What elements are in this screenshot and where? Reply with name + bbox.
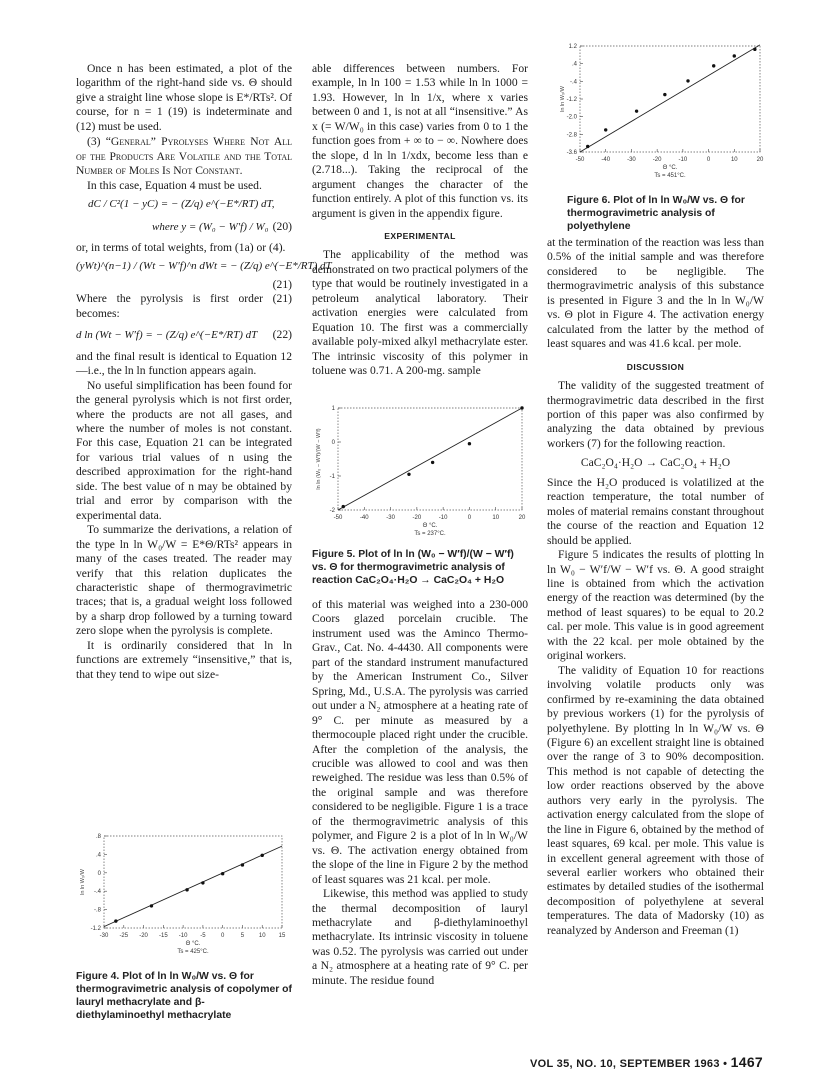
journal-volume: VOL 35, NO. 10, SEPTEMBER 1963 xyxy=(530,1058,720,1070)
data-point xyxy=(201,881,204,884)
equation-21: (yWt)^(n−1) / (Wt − W′f)^n dWt = − (Z/q) e^(−E*/RT) dT xyxy=(76,260,332,273)
ts-note: Ts = 237°C. xyxy=(414,531,446,537)
paragraph: Figure 5 indicates the results of plotting ln ln W₀ − W′f/W − W′f vs. Θ. A good straight line is obtained from which the activation energy of the reaction was determined (by the method of least squares) to be equal to 20.2 cal. per mole. This value is in good agreement with the 22 kcal. per mole obtained by the original workers. xyxy=(547,548,764,663)
data-point xyxy=(604,128,607,131)
paragraph: and the final result is identical to Equation 12—i.e., the ln ln function appears again. xyxy=(76,349,292,378)
reaction-equation: CaC₂O₄·H₂O → CaC₂O₄ + H₂O xyxy=(580,456,731,470)
x-tick-label: -25 xyxy=(119,933,129,939)
page-number: 1467 xyxy=(730,1054,763,1070)
x-tick-label: -20 xyxy=(412,515,422,521)
data-point xyxy=(342,505,345,508)
x-axis-label: Θ °C. xyxy=(185,941,201,947)
paragraph: Since the H₂O produced is volatilized at the reaction temperature, the total number of moles of material remains constant throughout the course of the reaction and Equation 12 should be applied. xyxy=(547,475,764,547)
y-tick-label: .4 xyxy=(95,852,101,859)
equation-20a: dC / C²(1 − yC) = − (Z/q) e^(−E*/RT) dT, xyxy=(88,198,275,211)
data-point xyxy=(185,888,188,891)
figure-5-chart xyxy=(312,400,528,542)
y-tick-label: 0 xyxy=(97,870,101,877)
page-footer xyxy=(530,1054,763,1070)
figure-4-caption: Figure 4. Plot of ln ln W₀/W vs. Θ for thermogravimetric analysis of copolymer of lauryl methacrylate and β-diethylaminoethyl methacrylate xyxy=(76,971,292,1021)
data-point xyxy=(753,48,756,51)
fit-line xyxy=(580,45,760,152)
section-heading-discussion: DISCUSSION xyxy=(626,361,685,372)
data-point xyxy=(733,54,736,57)
x-tick-label: -10 xyxy=(178,933,188,939)
paragraph: In this case, Equation 4 must be used. xyxy=(87,178,262,192)
y-tick-label: -1.2 xyxy=(90,926,101,932)
column-2-lower xyxy=(312,598,528,988)
column-2 xyxy=(312,62,528,379)
y-axis-label: ln ln W₀/W xyxy=(80,869,86,895)
y-tick-label: -2.8 xyxy=(566,132,577,139)
x-tick-label: -10 xyxy=(438,515,448,521)
y-tick-label: 1.2 xyxy=(568,44,577,50)
x-tick-label: 10 xyxy=(258,933,266,939)
data-point xyxy=(520,406,523,409)
x-tick-label: 10 xyxy=(730,157,738,163)
equation-number: (22) xyxy=(272,328,292,342)
x-axis-label: Θ °C. xyxy=(662,165,678,171)
equation-number: (20) xyxy=(272,219,292,233)
data-point xyxy=(663,93,666,96)
data-point xyxy=(407,473,410,476)
x-tick-label: 0 xyxy=(706,157,711,163)
equation-20b: where y = (W₀ − W′f) / W₀ xyxy=(152,220,269,233)
y-tick-label: .8 xyxy=(95,834,101,840)
x-tick-label: -30 xyxy=(386,515,395,521)
x-tick-label: -30 xyxy=(627,157,636,163)
x-tick-label: -40 xyxy=(359,515,369,521)
x-axis-label: Θ °C. xyxy=(422,523,438,529)
y-axis-label: ln ln W₀/W xyxy=(560,86,566,112)
paragraph: No useful simplification has been found for the general pyrolysis which is not first order, where the products are not all gases, and where the number of moles is not constant. For this case, Equation 21 can be integrated for various trial values of n using the described approximation for the right-hand side. The best value of n may be obtained by trial and error by comparison with the experimental data. xyxy=(76,378,292,522)
data-point xyxy=(221,872,224,875)
paragraph: It is ordinarily considered that ln ln functions are extremely “insensitive,” that is, that they tend to wipe out size- xyxy=(76,638,292,681)
x-tick-label: -40 xyxy=(601,157,611,163)
x-tick-label: 20 xyxy=(518,515,526,521)
data-point xyxy=(686,79,689,82)
x-tick-label: 5 xyxy=(240,933,245,939)
figure-4-chart xyxy=(76,828,292,966)
x-tick-label: -30 xyxy=(99,933,109,939)
y-tick-label: 1 xyxy=(331,406,335,412)
data-point xyxy=(261,854,264,857)
y-tick-label: -3.6 xyxy=(566,150,577,156)
x-tick-label: 10 xyxy=(492,515,500,521)
paragraph: or, in terms of total weights, from (1a) or (4). xyxy=(76,240,286,254)
column-3 xyxy=(547,236,764,938)
paragraph: Likewise, this method was applied to study the thermal decomposition of lauryl methacrylate and β-diethylaminoethyl methacrylate. Its intrinsic viscosity in toluene was 0.52. The pyrolysis was carried out under a N₂ atmosphere at a heating rate of 9° C. per minute. The residue found xyxy=(312,887,528,987)
paragraph: at the termination of the reaction was less than 0.5% of the initial sample and was therefore considered to be negligible. The thermogravimetric analysis of this substance is presented in Figure 3 and the ln ln W₀/W vs. Θ plot in Figure 4. The activation energy calculated from the latter by the method of least squares and was 41.6 kcal. per mole. xyxy=(547,236,764,351)
y-tick-label: 0 xyxy=(331,440,335,446)
figure-6-caption: Figure 6. Plot of ln ln W₀/W vs. Θ for thermogravimetric analysis of polyethylene xyxy=(567,195,745,232)
y-tick-label: -2.0 xyxy=(566,114,577,121)
x-tick-label: -15 xyxy=(158,933,168,939)
equation-number: (21) xyxy=(272,277,292,291)
paragraph: of this material was weighed into a 230-000 Coors glazed porcelain crucible. The instrument used was the Aminco Thermo-Grav., Cat. No. 4-4430. All components were part of the standard instrument manufactured by the American Instrument Co., Silver Spring, Md., U.S.A. The pyrolysis was carried out under a N₂ atmosphere at a heating rate of 9° C. per minute as measured by a thermocouple placed right under the crucible. After the completion of the analysis, the crucible was allowed to cool and was then reweighed. The residue was less than 0.5% of the original sample and was therefore considered to be negligible. Figure 1 is a trace of the thermogravimetric analysis of this polymer, and Figure 2 is a plot of ln ln W₀/W vs. Θ. The activation energy obtained from the slope of the line in Figure 2 by the method of least squares was 21 kcal. per mole. xyxy=(312,598,528,886)
y-tick-label: -.4 xyxy=(569,79,577,86)
y-tick-label: -1.2 xyxy=(566,97,577,103)
y-tick-label: .4 xyxy=(571,61,577,68)
x-tick-label: -50 xyxy=(575,157,585,163)
paragraph: The applicability of the method was demonstrated on two practical polymers of the type that would be routinely investigated in a petroleum analytical laboratory. Their activation energies were calculated from Equation 10. The first was a commercially available poly-mixed alkyl methacrylate ester. The intrinsic viscosity of this polymer in toluene was 0.71. A 200-mg. sample xyxy=(312,248,528,378)
data-point xyxy=(635,109,638,112)
data-point xyxy=(712,64,715,67)
x-tick-label: 20 xyxy=(756,157,764,163)
equation-22: d ln (Wt − W′f) = − (Z/q) e^(−E*/RT) dT xyxy=(76,329,258,342)
x-tick-label: -20 xyxy=(652,157,662,163)
x-tick-label: 0 xyxy=(220,933,225,939)
section-heading-3: (3) “General” Pyrolyses Where Not All of the Products Are Volatile and the Total Number of Moles Is Not Constant. xyxy=(76,135,292,178)
x-tick-label: 15 xyxy=(278,933,286,939)
y-axis-label: ln ln (W₀ − W′f)/(W − W′f) xyxy=(316,428,322,490)
figure-6-chart xyxy=(556,40,764,190)
x-tick-label: -50 xyxy=(333,515,343,521)
paragraph: Once n has been estimated, a plot of the logarithm of the right-hand side vs. Θ should give a straight line whose slope is E*/RTs². Of course, for n = 1 (19) is indeterminate and (12) must be used. xyxy=(76,62,292,133)
fit-line xyxy=(104,846,282,927)
data-point xyxy=(150,904,153,907)
data-point xyxy=(431,461,434,464)
paragraph: Where the pyrolysis is first order (21) becomes: xyxy=(76,292,292,320)
x-tick-label: -20 xyxy=(139,933,148,939)
ts-note: Ts = 425°C. xyxy=(177,949,209,955)
y-tick-label: -.8 xyxy=(93,907,101,914)
figure-5-caption: Figure 5. Plot of ln ln (W₀ − W′f)/(W − W′f) vs. Θ for thermogravimetric analysis of reaction CaC₂O₄·H₂O → CaC₂O₄ + H₂O xyxy=(312,549,514,586)
x-tick-label: -10 xyxy=(678,157,688,163)
section-heading-experimental: EXPERIMENTAL xyxy=(384,230,456,241)
y-tick-label: -.4 xyxy=(93,889,101,896)
paragraph: able differences between numbers. For example, ln ln 100 = 1.53 while ln ln 1000 = 1.93. However, ln ln 1/x, where x varies between 0 and 1, is not at all “insensitive.” As x (= W/W₀ in this case) varies from 0 to 1 the function goes from + ∞ to − ∞. Nowhere does the slope, d ln ln 1/xdx, become less than e (2.718...). Taking the reciprocal of the argument changes the character of the function entirely. A plot of this function vs. its argument is given in the appendix figure. xyxy=(312,62,528,220)
y-tick-label: -1 xyxy=(329,474,335,480)
y-tick-label: -2 xyxy=(329,508,335,514)
data-point xyxy=(114,919,117,922)
data-point xyxy=(241,863,244,866)
ts-note: Ts = 451°C. xyxy=(654,173,686,179)
paragraph: The validity of Equation 10 for reactions involving volatile products only was confirmed by re-examining the data obtained by previous workers (1) for the pyrolysis of polyethylene. By plotting ln ln W₀/W vs. Θ (Figure 6) an excellent straight line is obtained over the range of 3 to 90% decomposition. This method is not capable of detecting the low order reactions observed by the above authors very early in the pyrolysis. The activation energy calculated from the slope of the line in Figure 6, obtained by the method of least squares, 69 kcal. per mole. This value is in excellent general agreement with those of several earlier workers who obtained their estimates by detailed studies of the isothermal decomposition of polyethylene at several temperatures. The data of Madorsky (10) as reanalyzed by Anderson and Freeman (1) xyxy=(547,663,764,937)
data-point xyxy=(586,145,589,148)
data-point xyxy=(468,442,471,445)
x-tick-label: -5 xyxy=(200,933,206,939)
paragraph: To summarize the derivations, a relation of the type ln ln W₀/W = E*Θ/RTs² appears in many of the cases treated. The reader may verify that this relation duplicates the characteristic shape of thermogravimetric traces; that is, a gradual weight loss followed by a sharp drop followed by a turning toward zero slope when the pyrolysis is complete. xyxy=(76,523,292,638)
x-tick-label: 0 xyxy=(467,515,472,521)
fit-line xyxy=(338,408,522,510)
footer-bullet: • xyxy=(723,1058,728,1070)
paragraph: The validity of the suggested treatment of thermogravimetric data described in the first portion of this paper was also confirmed by analyzing the data obtained by previous workers (7) for the following reaction. xyxy=(547,379,764,450)
